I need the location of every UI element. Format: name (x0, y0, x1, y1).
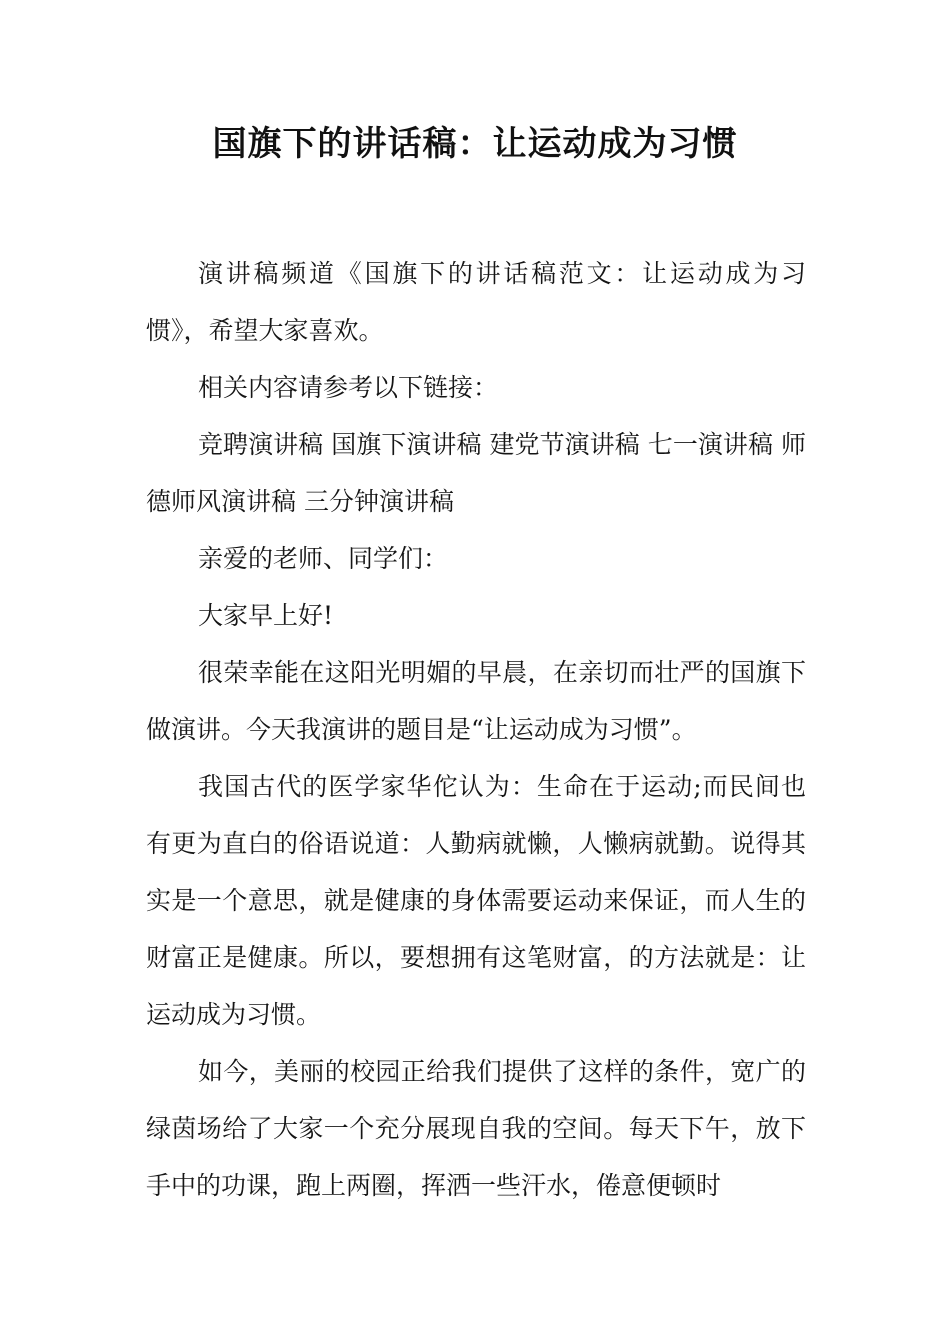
document-body (146, 245, 806, 1214)
paragraph-speech-topic: 很荣幸能在这阳光明媚的早晨，在亲切而壮严的国旗下做演讲。今天我演讲的题目是“让运动成为习惯”。 (146, 658, 806, 744)
document-title: 国旗下的讲话稿：让运动成为习惯 (212, 124, 738, 164)
paragraph-related-links-label: 相关内容请参考以下链接： (198, 373, 499, 402)
paragraph-greeting: 大家早上好! (198, 601, 334, 630)
paragraph-health-exercise: 我国古代的医学家华佗认为：生命在于运动;而民间也有更为直白的俗语说道：人勤病就懒，人懒病就勤。说得其实是一个意思，就是健康的身体需要运动来保证，而人生的财富正是健康。所以，要想拥有这笔财富，的方法就是：让运动成为习惯。 (146, 772, 806, 1029)
paragraph-intro: 演讲稿频道《国旗下的讲话稿范文：让运动成为习惯》，希望大家喜欢。 (146, 259, 806, 345)
paragraph-salutation: 亲爱的老师、同学们： (198, 544, 449, 573)
paragraph-campus-exercise: 如今，美丽的校园正给我们提供了这样的条件，宽广的绿茵场给了大家一个充分展现自我的空间。每天下午，放下手中的功课，跑上两圈，挥洒一些汗水，倦意便顿时 (146, 1057, 806, 1200)
paragraph-related-links: 竞聘演讲稿 国旗下演讲稿 建党节演讲稿 七一演讲稿 师德师风演讲稿 三分钟演讲稿 (146, 430, 806, 516)
